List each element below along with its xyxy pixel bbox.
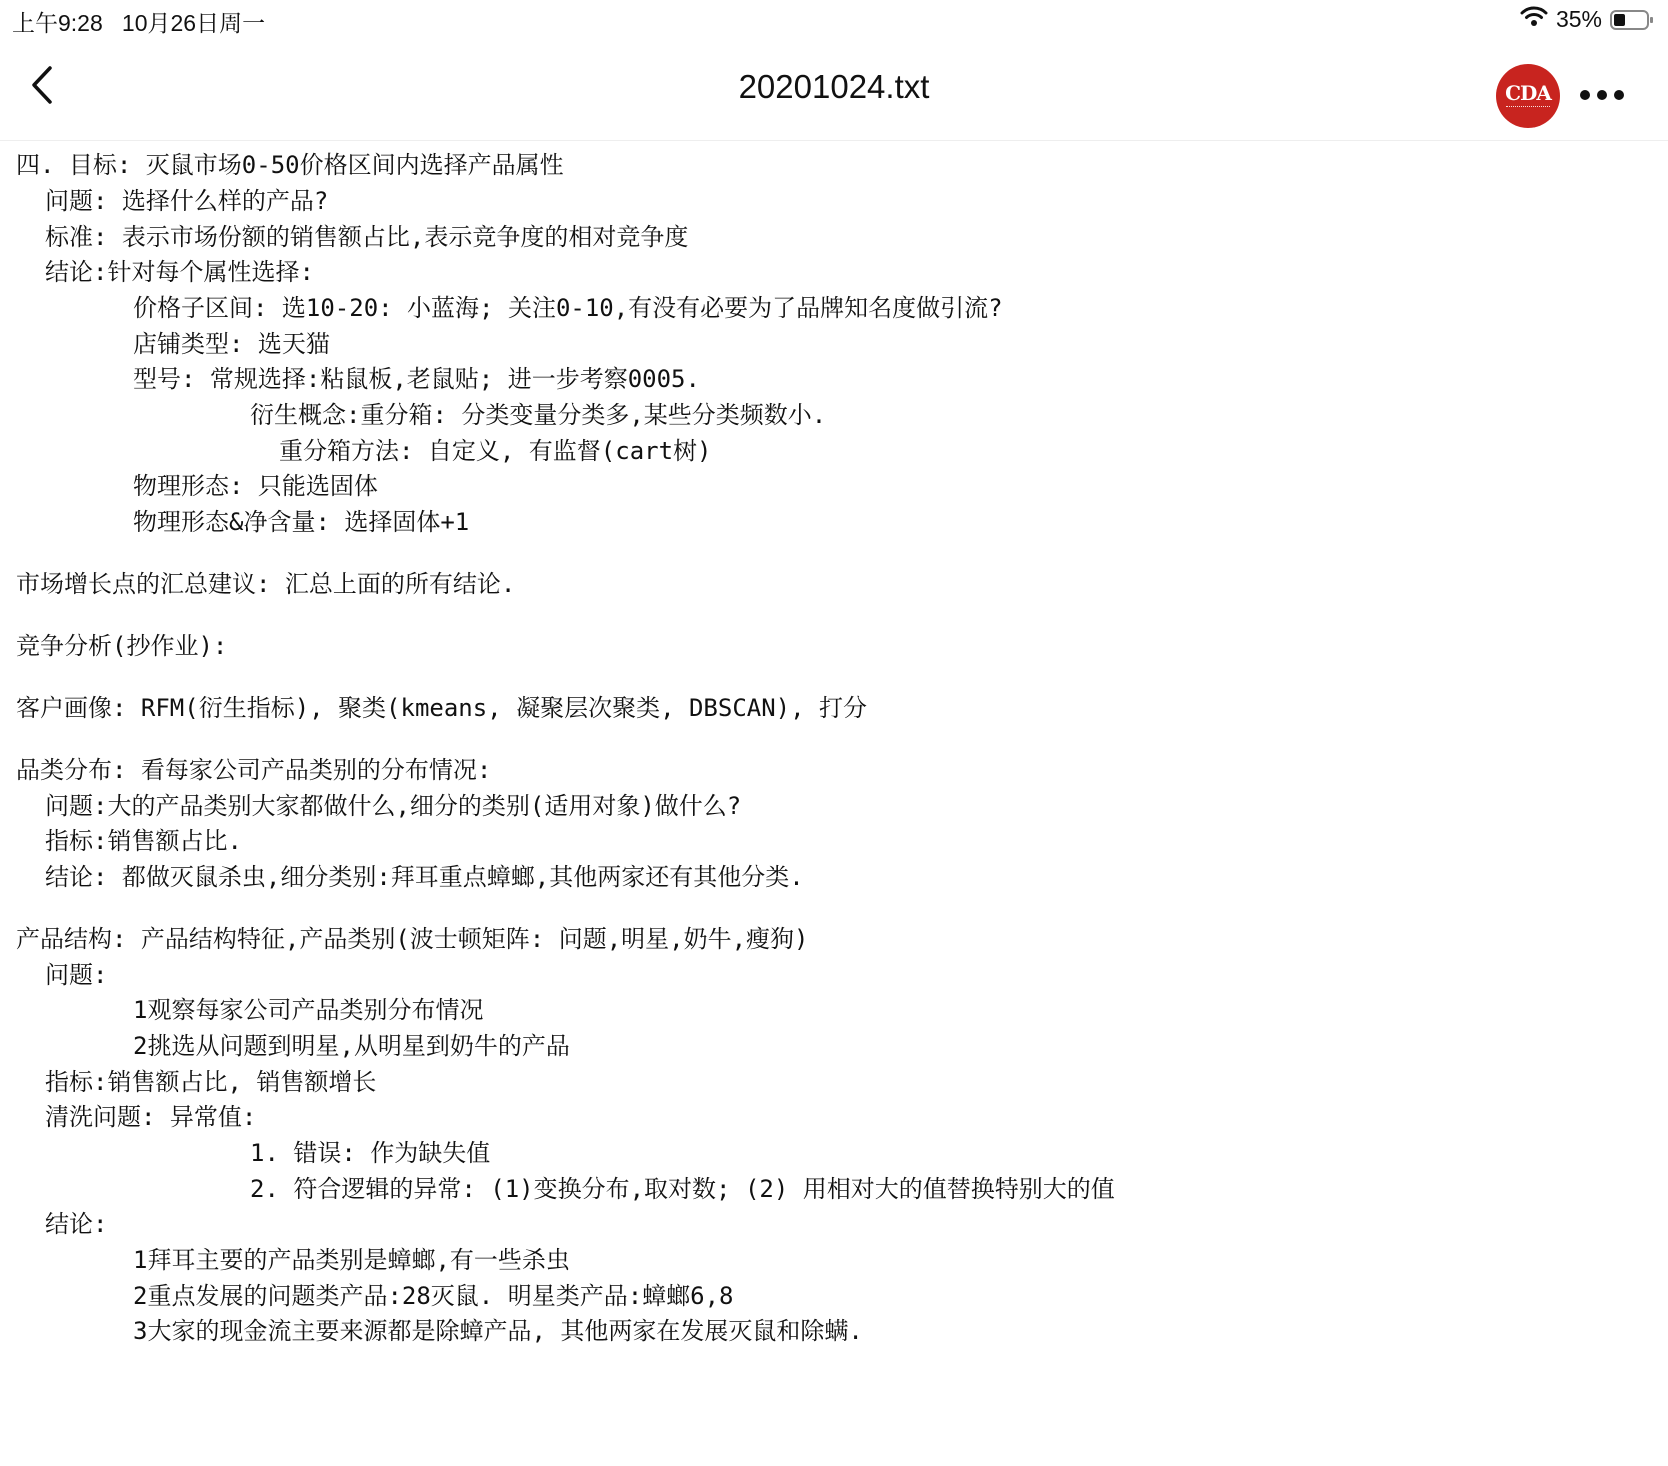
document-line: 结论: 都做灭鼠杀虫,细分类别:拜耳重点蟑螂,其他两家还有其他分类. <box>45 863 804 891</box>
document-line: 1. 错误: 作为缺失值 <box>250 1139 491 1167</box>
dot-icon <box>1580 90 1590 100</box>
nav-bar <box>0 40 1668 141</box>
document-line: 问题: 选择什么样的产品? <box>45 187 329 215</box>
document-line: 衍生概念:重分箱: 分类变量分类多,某些分类频数小. <box>250 401 827 429</box>
dot-icon <box>1614 90 1624 100</box>
document-line: 指标:销售额占比. <box>45 827 242 855</box>
document-line: 结论:针对每个属性选择: <box>45 258 314 286</box>
cda-logo[interactable] <box>1496 64 1560 128</box>
document-line: 价格子区间: 选10-20: 小蓝海; 关注0-10,有没有必要为了品牌知名度做引流? <box>133 294 1003 322</box>
document-line: 问题:大的产品类别大家都做什么,细分的类别(适用对象)做什么? <box>45 792 742 820</box>
dot-icon <box>1597 90 1607 100</box>
file-title: 20201024.txt <box>738 68 930 105</box>
document-line: 2挑选从问题到明星,从明星到奶牛的产品 <box>133 1032 570 1060</box>
document-line: 2. 符合逻辑的异常: (1)变换分布,取对数; (2) 用相对大的值替换特别大的值 <box>250 1175 1115 1203</box>
document-line: 1拜耳主要的产品类别是蟑螂,有一些杀虫 <box>133 1246 570 1274</box>
document-line: 竞争分析(抄作业): <box>16 632 228 660</box>
document-line: 客户画像: RFM(衍生指标), 聚类(kmeans, 凝聚层次聚类, DBSCAN), 打分 <box>16 694 868 722</box>
status-time: 上午9:28 10月26日周一 <box>12 10 266 36</box>
document-line: 清洗问题: 异常值: <box>45 1103 257 1131</box>
document-line: 品类分布: 看每家公司产品类别的分布情况: <box>16 756 492 784</box>
document-line: 3大家的现金流主要来源都是除蟑产品, 其他两家在发展灭鼠和除螨. <box>133 1317 863 1345</box>
document-line: 重分箱方法: 自定义, 有监督(cart树) <box>279 437 712 465</box>
document-line: 2重点发展的问题类产品:28灭鼠. 明星类产品:蟑螂6,8 <box>133 1282 734 1310</box>
more-options-button[interactable] <box>1580 84 1628 106</box>
document-line: 店铺类型: 选天猫 <box>133 330 330 358</box>
document-line: 问题: <box>45 961 108 989</box>
document-line: 物理形态&净含量: 选择固体+1 <box>133 508 470 536</box>
document-line: 物理形态: 只能选固体 <box>133 472 378 500</box>
text-document[interactable] <box>0 150 1668 1450</box>
logo-tagline-icon <box>1506 106 1550 109</box>
document-line: 1观察每家公司产品类别分布情况 <box>133 996 484 1024</box>
wifi-icon <box>1520 5 1548 33</box>
status-bar <box>0 0 1668 40</box>
battery-icon <box>1610 9 1654 29</box>
battery-percent: 35% <box>1555 5 1602 32</box>
status-indicators <box>1520 5 1654 33</box>
document-line: 标准: 表示市场份额的销售额占比,表示竞争度的相对竞争度 <box>45 223 689 251</box>
document-line: 四. 目标: 灭鼠市场0-50价格区间内选择产品属性 <box>16 151 564 179</box>
document-line: 型号: 常规选择:粘鼠板,老鼠贴; 进一步考察0005. <box>133 365 700 393</box>
document-line: 指标:销售额占比, 销售额增长 <box>45 1068 377 1096</box>
document-line: 市场增长点的汇总建议: 汇总上面的所有结论. <box>16 570 516 598</box>
document-line: 结论: <box>45 1210 108 1238</box>
logo-text: CDA <box>1505 81 1551 105</box>
document-line: 产品结构: 产品结构特征,产品类别(波士顿矩阵: 问题,明星,奶牛,瘦狗) <box>16 925 809 953</box>
